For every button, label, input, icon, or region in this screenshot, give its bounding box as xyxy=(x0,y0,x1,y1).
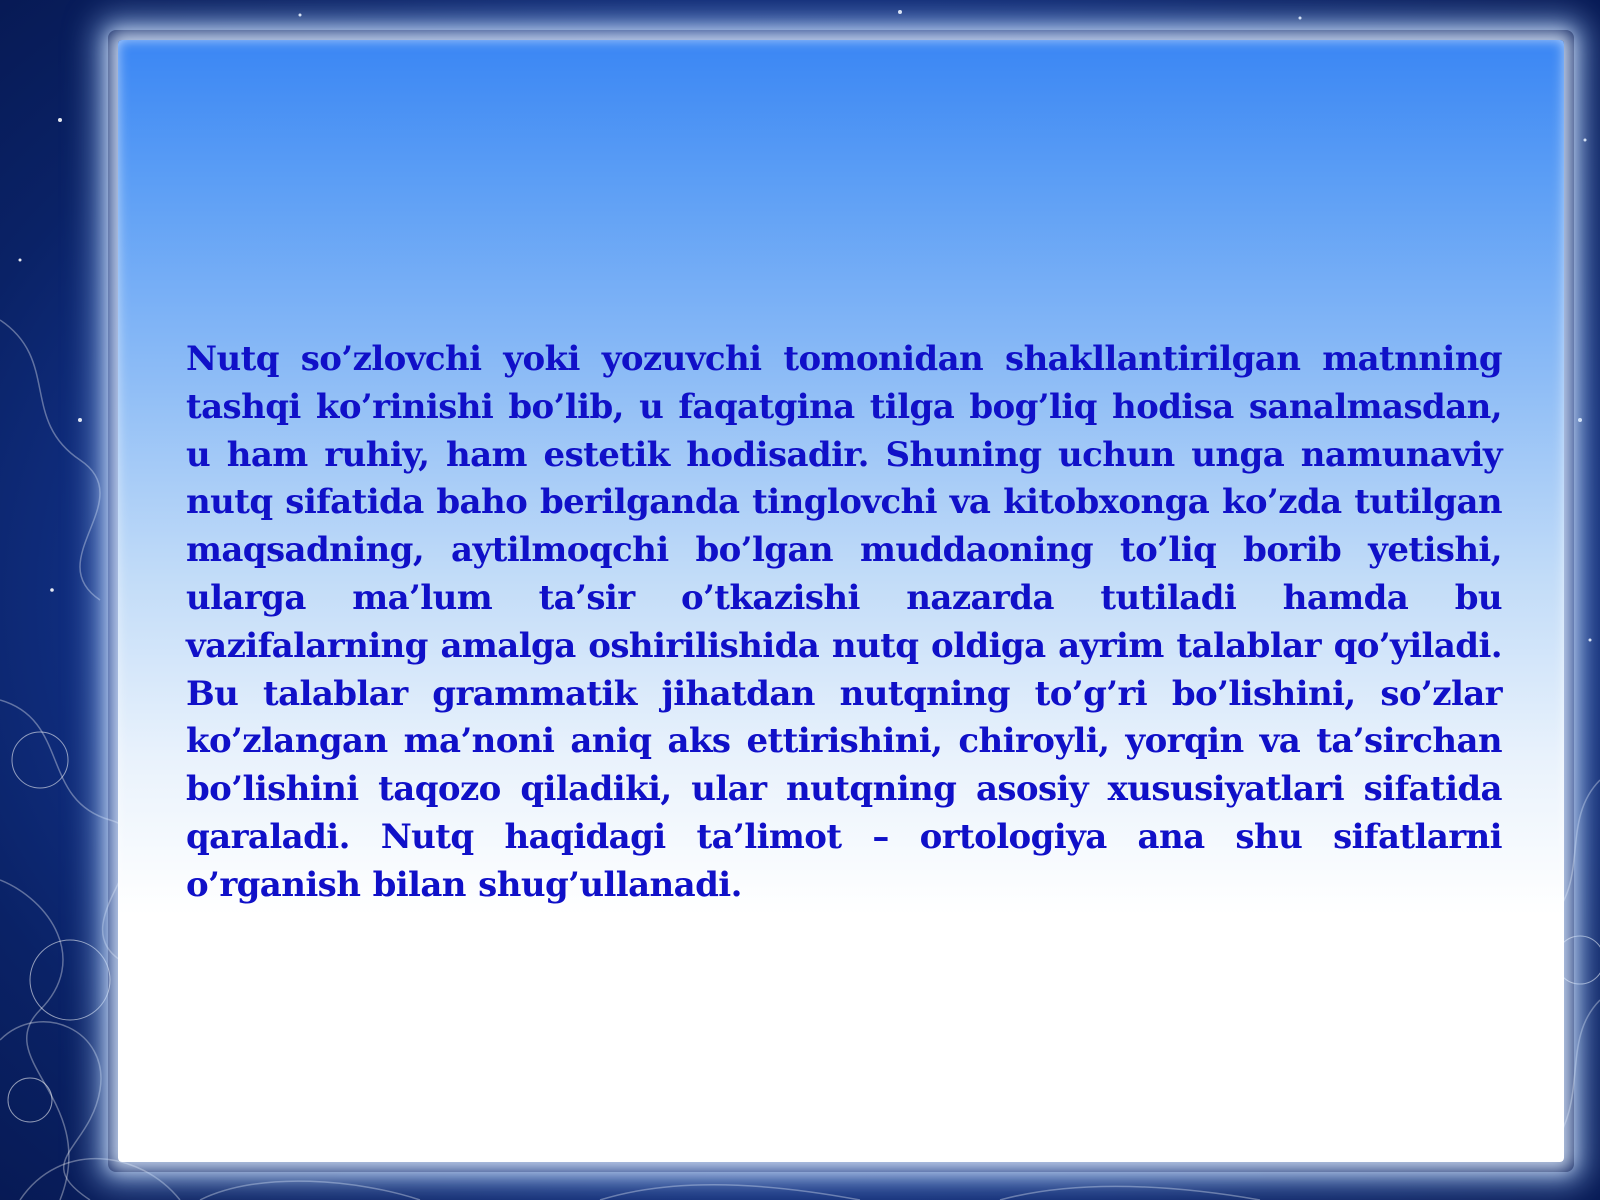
slide-body-text: Nutq so’zlovchi yoki yozuvchi tomonidan shakllantirilgan matnning tashqi ko’rinishi bo’lib, u faqatgina tilga bog’liq hodisa sanalmasdan, u ham ruhiy, ham estetik hodisadir. Shuning uchun unga namunaviy nutq sifatida baho berilganda tinglovchi va kitobxonga ko’zda tutilgan maqsadning, aytilmoqchi bo’lgan muddaoning to’liq borib yetishi, ularga ma’lum ta’sir o’tkazishi nazarda tutiladi hamda bu vazifalarning amalga oshirilishida nutq oldiga ayrim talablar qo’yiladi. Bu talablar grammatik jihatdan nutqning to’g’ri bo’lishini, so’zlar ko’zlangan ma’noni aniq aks ettirishini, chiroyli, yorqin va ta’sirchan bo’lishini taqozo qiladiki, ular nutqning asosiy xususiyatlari sifatida qaraladi. Nutq haqidagi ta’limot – ortologiya ana shu sifatlarni o’rganish bilan shug’ullanadi. xyxy=(186,339,1502,905)
